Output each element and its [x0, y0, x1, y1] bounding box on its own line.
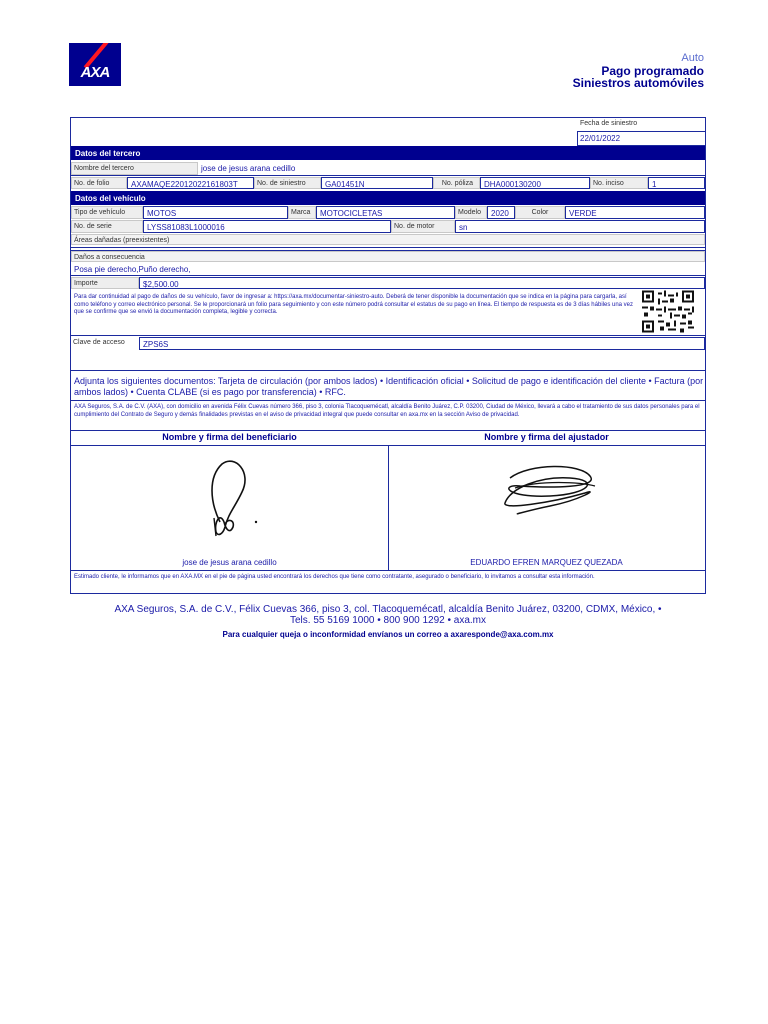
- privacidad-text: AXA Seguros, S.A. de C.V. (AXA), con domicilio en avenida Félix Cuevas número 366, piso 3, colonia Tlacoquemécatl, alcaldía Benito Juárez, C.P. 03200, Ciudad de México, llevará a cabo el tratamiento de sus datos personales para el cumplimiento del Contrato de Seguro y demás finalidades previstas en el aviso de privacidad integral que puede consultar en axa.mx en la sección Aviso de privacidad.: [74, 404, 700, 418]
- folio-value: AXAMAQE22012022161803T: [127, 177, 254, 189]
- modelo-value: 2020: [487, 206, 515, 219]
- footer-address: [70, 604, 706, 626]
- qr-code-icon: [642, 290, 694, 333]
- beneficiario-name: jose de jesus arana cedillo: [182, 558, 277, 567]
- danos-label: Daños a consecuencia: [71, 251, 705, 262]
- header-auto: Auto: [681, 52, 704, 64]
- footer-address-line1: AXA Seguros, S.A. de C.V., Félix Cuevas 366, piso 3, col. Tlacoquemécatl, alcaldía Benito Juárez, 03200, CDMX, México, •: [114, 604, 662, 615]
- nombre-tercero-label: Nombre del tercero: [71, 162, 198, 175]
- marca-label: Marca: [288, 206, 316, 219]
- tipo-value: MOTOS: [143, 206, 288, 219]
- nombre-tercero-value: jose de jesus arana cedillo: [198, 162, 388, 175]
- section-vehiculo-title: Datos del vehículo: [71, 191, 705, 205]
- fecha-value: 22/01/2022: [580, 134, 621, 143]
- importe-label: Importe: [71, 277, 139, 289]
- inciso-label: No. inciso: [590, 177, 648, 189]
- beneficiario-title: Nombre y firma del beneficiario: [162, 432, 297, 442]
- section-tercero-title: Datos del tercero: [71, 146, 705, 160]
- importe-value: $2,500.00: [139, 277, 705, 289]
- footer-address-line2: Tels. 55 5169 1000 • 800 900 1292 • axa.mx: [289, 615, 487, 626]
- poliza-label: No. póliza: [433, 177, 480, 189]
- ajustador-title: Nombre y firma del ajustador: [484, 432, 609, 442]
- siniestro-value: GA01451N: [321, 177, 433, 189]
- danos-value: Posa pie derecho,Puño derecho,: [74, 265, 191, 274]
- inciso-value: 1: [648, 177, 705, 189]
- folio-label: No. de folio: [71, 177, 127, 189]
- fecha-label: Fecha de siniestro: [580, 120, 638, 127]
- footer-contact: Para cualquier queja o inconformidad envíanos un correo a axaresponde@axa.com.mx: [222, 630, 554, 639]
- estimado-text: Estimado cliente, le informamos que en AXA.MX en el pie de página usted encontrará los derechos que tiene como contratante, asegurado o beneficiario, lo invitamos a consultar esta información.: [74, 574, 595, 580]
- motor-value: sn: [455, 220, 705, 233]
- clave-label: Clave de acceso: [71, 337, 139, 350]
- modelo-label: Modelo: [455, 206, 487, 219]
- adjunta-text: Adjunta los siguientes documentos: Tarjeta de circulación (por ambos lados) • Identificación oficial • Solicitud de pago e identificación del cliente • Factura (por ambos lados) • Cuenta CLABE (si es pago por transferencia) • RFC.: [74, 376, 704, 397]
- axa-logo: [69, 43, 121, 86]
- poliza-value: DHA000130200: [480, 177, 590, 189]
- color-value: VERDE: [565, 206, 705, 219]
- ajustador-name: EDUARDO EFREN MARQUEZ QUEZADA: [470, 558, 623, 567]
- color-label: Color: [515, 206, 565, 219]
- clave-value: ZPS6S: [139, 337, 705, 350]
- header-siniestros: Siniestros automóviles: [572, 76, 704, 90]
- siniestro-label: No. de siniestro: [254, 177, 321, 189]
- instrucciones-text: Para dar continuidad al pago de daños de su vehículo, favor de ingresar a: https://axa.mx/documentar-siniestro-auto. Deberá de tener disponible la documentación que se indica en la página para cargarla, así como teléfono y correo electrónico personal. Se le proporcionará un folio para seguimiento y con este número podrá consultar el estatus de su pago en línea. El tiempo de respuesta es de 3 días hábiles una vez que se confirme que se envió la documentación completa, legible y correcta.: [74, 294, 634, 315]
- header-pago-programado: Pago programado: [601, 64, 704, 78]
- logo-text: AXA: [80, 64, 110, 81]
- marca-value: MOTOCICLETAS: [316, 206, 455, 219]
- areas-label: Áreas dañadas (preexistentes): [71, 234, 705, 245]
- beneficiario-signature: [180, 452, 290, 552]
- serie-value: LYSS81083L1000016: [143, 220, 391, 233]
- ajustador-signature: [490, 458, 610, 528]
- serie-label: No. de serie: [71, 220, 143, 233]
- tipo-label: Tipo de vehículo: [71, 206, 143, 219]
- motor-label: No. de motor: [391, 220, 455, 233]
